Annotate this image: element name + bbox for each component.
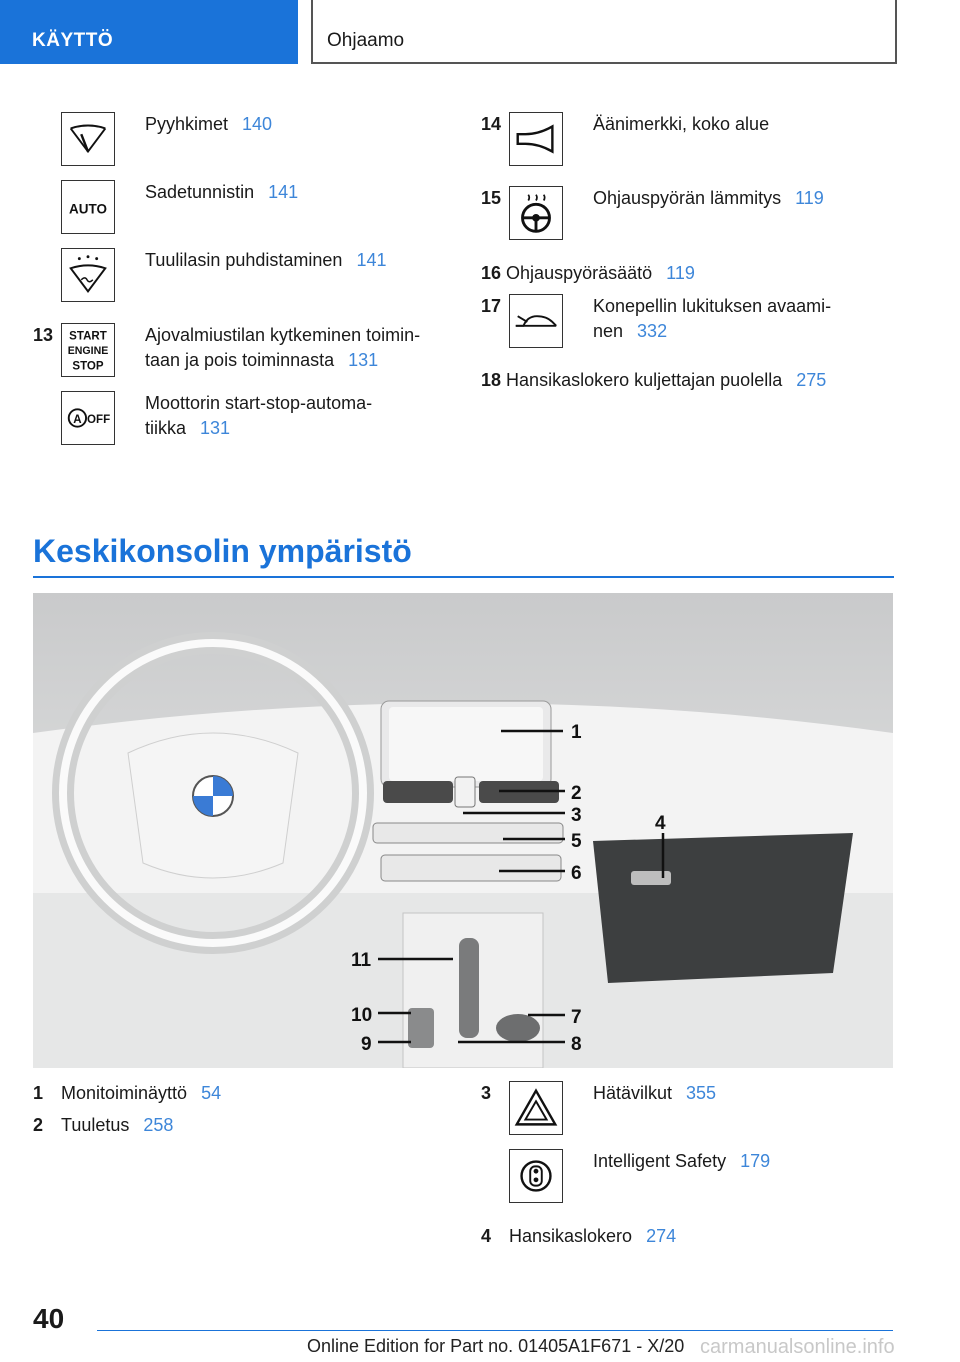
item-text: Hansikaslokero kuljettajan puolella	[506, 370, 783, 390]
start-stop-button-icon	[61, 323, 115, 377]
item-text: Äänimerkki, koko alue	[593, 114, 770, 134]
steering-wheel-heating-icon	[509, 186, 563, 240]
hazard-warning-icon	[509, 1081, 563, 1135]
wiper-icon	[61, 112, 115, 166]
list-item	[593, 1081, 716, 1106]
page-link[interactable]: 54	[201, 1083, 222, 1103]
list-item	[145, 391, 372, 441]
list-item	[593, 294, 831, 344]
footer-divider	[97, 1330, 893, 1331]
washer-icon	[61, 248, 115, 302]
item-text-cont: taan ja pois toiminnasta	[145, 350, 335, 370]
item-text: Pyyhkimet	[145, 114, 229, 134]
section-title: Keskikonsolin ympäristö	[33, 533, 412, 569]
list-item	[145, 112, 272, 137]
list-item	[145, 323, 420, 373]
page-link[interactable]: 355	[686, 1083, 717, 1103]
list-item	[593, 1149, 770, 1174]
item-number: 15	[481, 188, 502, 208]
section-divider	[33, 576, 894, 578]
off-text: OFF	[87, 413, 111, 426]
stop-text: STOP	[72, 360, 104, 373]
auto-start-stop-off-icon	[61, 391, 115, 445]
item-number: 18	[481, 370, 502, 390]
item-text: Tuulilasin puhdistaminen	[145, 250, 343, 270]
auto-wiper-icon	[61, 180, 115, 234]
item-text: Hätävilkut	[593, 1083, 673, 1103]
list-item	[145, 180, 298, 205]
horn-icon	[509, 112, 563, 166]
start-text: START	[69, 330, 107, 343]
callout-9: 9	[361, 1034, 372, 1055]
list-item	[481, 261, 695, 286]
list-item	[145, 248, 387, 273]
item-text: Monitoiminäyttö	[61, 1083, 188, 1103]
item-text: Ohjauspyöräsäätö	[506, 263, 653, 283]
callout-7: 7	[571, 1007, 582, 1028]
item-text: Moottorin start-stop-automa-	[145, 393, 373, 413]
callout-11: 11	[351, 950, 372, 971]
page-link[interactable]: 119	[795, 188, 824, 208]
list-item	[33, 1081, 221, 1106]
item-text: Konepellin lukituksen avaami-	[593, 296, 832, 316]
item-number: 13	[33, 325, 54, 345]
callout-6: 6	[571, 863, 582, 884]
item-text: Tuuletus	[61, 1115, 130, 1135]
center-console-illustration	[33, 593, 893, 1068]
section-label: KÄYTTÖ	[32, 30, 114, 51]
item-text: Ajovalmiustilan kytkeminen toimin-	[145, 325, 421, 345]
callout-1: 1	[571, 722, 582, 743]
page-link[interactable]: 119	[666, 263, 695, 283]
item-text: Sadetunnistin	[145, 182, 255, 202]
item-text: Hansikaslokero	[509, 1226, 633, 1246]
item-number: 3	[481, 1083, 492, 1103]
svg-text:A: A	[73, 413, 82, 426]
page-link[interactable]: 274	[646, 1226, 677, 1246]
footer-text: Online Edition for Part no. 01405A1F671 - X/20	[307, 1336, 685, 1356]
watermark: carmanualsonline.info	[700, 1336, 895, 1358]
item-text: Ohjauspyörän lämmitys	[593, 188, 782, 208]
page-number: 40	[33, 1303, 65, 1334]
item-text: Intelligent Safety	[593, 1151, 727, 1171]
item-number: 17	[481, 296, 502, 316]
list-item	[593, 186, 824, 211]
item-number: 14	[481, 114, 502, 134]
callout-3: 3	[571, 805, 582, 826]
callout-10: 10	[351, 1005, 373, 1026]
auto-text: AUTO	[69, 201, 107, 217]
page-link[interactable]: 141	[268, 182, 299, 202]
item-text-cont: tiikka	[145, 418, 187, 438]
item-number: 2	[33, 1115, 44, 1135]
item-text-cont: nen	[593, 321, 624, 341]
page-link[interactable]: 140	[242, 114, 273, 134]
page-link[interactable]: 275	[796, 370, 827, 390]
page-link[interactable]: 258	[143, 1115, 174, 1135]
page-link[interactable]: 141	[356, 250, 387, 270]
item-number: 1	[33, 1083, 44, 1103]
page-link[interactable]: 179	[740, 1151, 771, 1171]
list-item	[33, 1113, 173, 1138]
page-link[interactable]: 131	[200, 418, 231, 438]
hood-release-icon	[509, 294, 563, 348]
item-number: 4	[481, 1226, 492, 1246]
callout-2: 2	[571, 783, 582, 804]
page-link[interactable]: 131	[348, 350, 379, 370]
list-item	[481, 1224, 676, 1249]
section-tab	[0, 0, 298, 64]
chapter-header	[311, 0, 897, 64]
engine-text: ENGINE	[67, 344, 109, 357]
callout-4: 4	[655, 813, 666, 834]
page-link[interactable]: 332	[637, 321, 668, 341]
intelligent-safety-icon	[509, 1149, 563, 1203]
chapter-label: Ohjaamo	[327, 30, 405, 51]
callout-8: 8	[571, 1034, 582, 1055]
callout-5: 5	[571, 831, 582, 852]
list-item	[481, 368, 826, 393]
list-item	[593, 112, 769, 137]
item-number: 16	[481, 263, 502, 283]
